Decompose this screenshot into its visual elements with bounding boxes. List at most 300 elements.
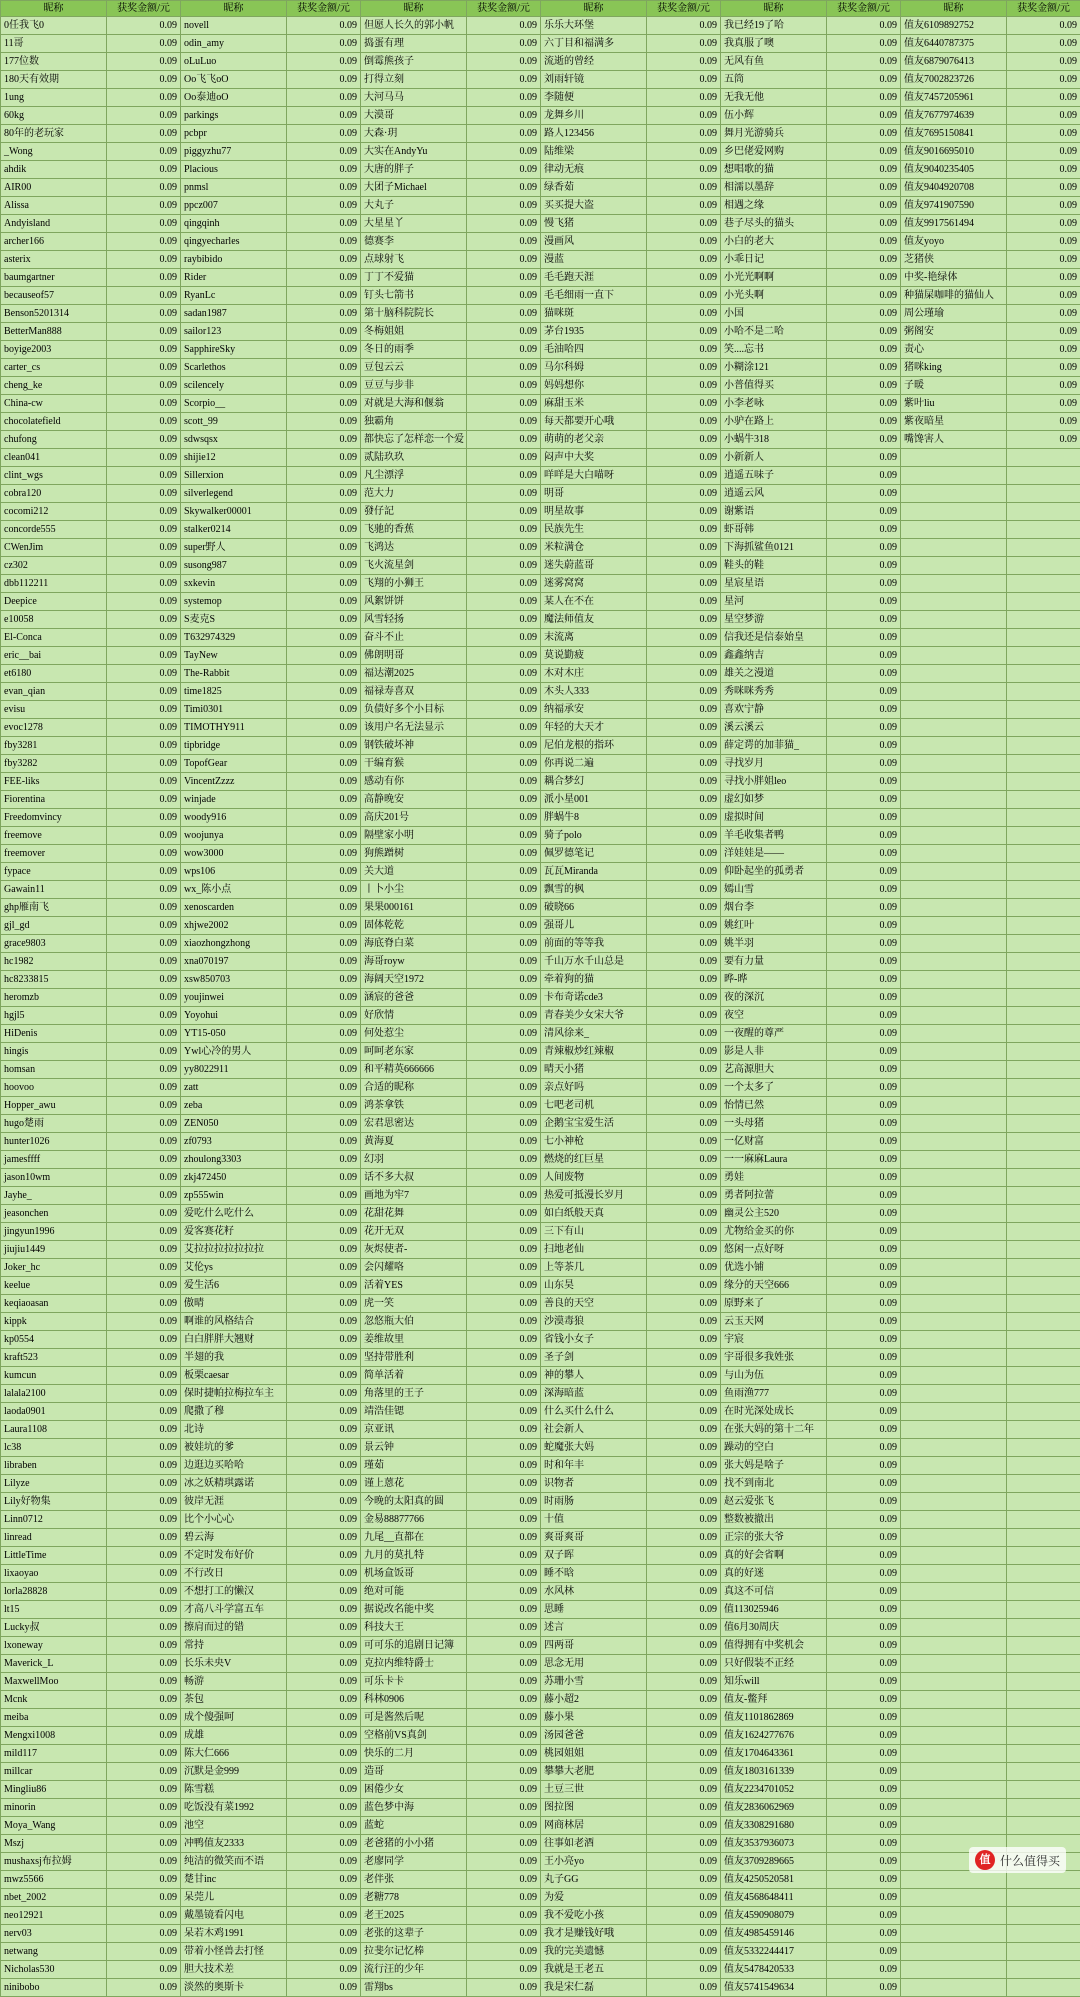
table-row — [1, 323, 1080, 341]
nickname-cell: ninibobo — [1, 1979, 107, 1997]
amount-cell: 0.09 — [827, 557, 901, 575]
amount-cell — [1007, 971, 1080, 989]
nickname-cell: jingyun1996 — [1, 1223, 107, 1241]
amount-cell: 0.09 — [647, 1043, 721, 1061]
nickname-cell: 流逝的曾经 — [541, 53, 647, 71]
nickname-cell: zatt — [181, 1079, 287, 1097]
amount-cell: 0.09 — [107, 845, 181, 863]
amount-cell: 0.09 — [467, 1691, 541, 1709]
nickname-cell: 值得拥有中奖机会 — [721, 1637, 827, 1655]
table-row — [1, 197, 1080, 215]
amount-cell: 0.09 — [287, 1493, 361, 1511]
amount-cell: 0.09 — [287, 1151, 361, 1169]
amount-cell: 0.09 — [467, 107, 541, 125]
amount-cell: 0.09 — [287, 737, 361, 755]
nickname-cell: 值友9404920708 — [901, 179, 1007, 197]
amount-cell — [1007, 1457, 1080, 1475]
nickname-cell: Mingliu86 — [1, 1781, 107, 1799]
nickname-cell: 爱生活6 — [181, 1277, 287, 1295]
amount-cell: 0.09 — [467, 665, 541, 683]
nickname-cell: nerv03 — [1, 1925, 107, 1943]
nickname-cell: 姚红叶 — [721, 917, 827, 935]
nickname-cell: 值友4590908079 — [721, 1907, 827, 1925]
column-header-name: 昵称 — [541, 1, 647, 17]
amount-cell: 0.09 — [287, 1223, 361, 1241]
nickname-cell: Sillerxion — [181, 467, 287, 485]
amount-cell: 0.09 — [467, 395, 541, 413]
amount-cell: 0.09 — [287, 485, 361, 503]
nickname-cell: 晴天小猪 — [541, 1061, 647, 1079]
nickname-cell: TayNew — [181, 647, 287, 665]
nickname-cell: 飘雪的枫 — [541, 881, 647, 899]
table-row — [1, 287, 1080, 305]
amount-cell: 0.09 — [107, 1349, 181, 1367]
nickname-cell: LittleTime — [1, 1547, 107, 1565]
nickname-cell: 会闪耀咯 — [361, 1259, 467, 1277]
amount-cell: 0.09 — [107, 1745, 181, 1763]
amount-cell: 0.09 — [107, 431, 181, 449]
amount-cell: 0.09 — [827, 611, 901, 629]
nickname-cell — [901, 1061, 1007, 1079]
nickname-cell: 妈妈想你 — [541, 377, 647, 395]
nickname-cell: shijie12 — [181, 449, 287, 467]
nickname-cell: 飞翔的小狮王 — [361, 575, 467, 593]
amount-cell: 0.09 — [107, 953, 181, 971]
amount-cell: 0.09 — [287, 593, 361, 611]
amount-cell: 0.09 — [287, 1133, 361, 1151]
amount-cell — [1007, 1583, 1080, 1601]
amount-cell: 0.09 — [827, 377, 901, 395]
nickname-cell: 豆豆与步非 — [361, 377, 467, 395]
amount-cell: 0.09 — [287, 1367, 361, 1385]
amount-cell: 0.09 — [467, 1331, 541, 1349]
nickname-cell: 机场盒饭哥 — [361, 1565, 467, 1583]
amount-cell — [1007, 1745, 1080, 1763]
amount-cell — [1007, 1493, 1080, 1511]
amount-cell: 0.09 — [107, 71, 181, 89]
amount-cell: 0.09 — [287, 1709, 361, 1727]
column-header-amount: 获奖金额/元 — [107, 1, 181, 17]
nickname-cell: 紫叶liu — [901, 395, 1007, 413]
amount-cell: 0.09 — [827, 485, 901, 503]
nickname-cell: qingqinh — [181, 215, 287, 233]
amount-cell: 0.09 — [647, 701, 721, 719]
table-row — [1, 1439, 1080, 1457]
nickname-cell: Rider — [181, 269, 287, 287]
amount-cell: 0.09 — [107, 863, 181, 881]
amount-cell: 0.09 — [827, 1601, 901, 1619]
amount-cell: 0.09 — [827, 1691, 901, 1709]
amount-cell — [1007, 647, 1080, 665]
amount-cell: 0.09 — [287, 971, 361, 989]
nickname-cell: 十值 — [541, 1511, 647, 1529]
amount-cell: 0.09 — [827, 1403, 901, 1421]
nickname-cell: 你再说二遍 — [541, 755, 647, 773]
nickname-cell: 薛定谔的加菲猫_ — [721, 737, 827, 755]
nickname-cell: time1825 — [181, 683, 287, 701]
table-row — [1, 1115, 1080, 1133]
nickname-cell: 责心 — [901, 341, 1007, 359]
amount-cell: 0.09 — [467, 359, 541, 377]
nickname-cell: 一个太多了 — [721, 1079, 827, 1097]
nickname-cell — [901, 1763, 1007, 1781]
nickname-cell — [901, 1529, 1007, 1547]
nickname-cell: 呵呵老东家 — [361, 1043, 467, 1061]
amount-cell: 0.09 — [467, 485, 541, 503]
nickname-cell: 明星故事 — [541, 503, 647, 521]
amount-cell: 0.09 — [287, 1439, 361, 1457]
nickname-cell: cobra120 — [1, 485, 107, 503]
amount-cell: 0.09 — [1007, 125, 1080, 143]
amount-cell: 0.09 — [467, 233, 541, 251]
table-row — [1, 395, 1080, 413]
nickname-cell: fby3281 — [1, 737, 107, 755]
nickname-cell: 慢飞猪 — [541, 215, 647, 233]
nickname-cell: Andyisland — [1, 215, 107, 233]
amount-cell: 0.09 — [107, 665, 181, 683]
amount-cell: 0.09 — [647, 1943, 721, 1961]
amount-cell: 0.09 — [647, 197, 721, 215]
table-row — [1, 917, 1080, 935]
nickname-cell: 正宗的张大爷 — [721, 1529, 827, 1547]
amount-cell: 0.09 — [647, 485, 721, 503]
amount-cell: 0.09 — [647, 953, 721, 971]
nickname-cell — [901, 503, 1007, 521]
nickname-cell: 啊谁的风格结合 — [181, 1313, 287, 1331]
amount-cell: 0.09 — [107, 1187, 181, 1205]
nickname-cell: Alissa — [1, 197, 107, 215]
nickname-cell: 社会新人 — [541, 1421, 647, 1439]
nickname-cell: scott_99 — [181, 413, 287, 431]
nickname-cell: 艾拉拉拉拉拉拉拉 — [181, 1241, 287, 1259]
amount-cell: 0.09 — [107, 215, 181, 233]
table-row — [1, 1583, 1080, 1601]
nickname-cell: grace9803 — [1, 935, 107, 953]
amount-cell: 0.09 — [287, 629, 361, 647]
nickname-cell: 流行汪的少年 — [361, 1961, 467, 1979]
nickname-cell: 卡布奇诺cde3 — [541, 989, 647, 1007]
nickname-cell — [901, 827, 1007, 845]
nickname-cell: jason10wm — [1, 1169, 107, 1187]
nickname-cell: mwz5566 — [1, 1871, 107, 1889]
nickname-cell: 鸿茶拿铁 — [361, 1097, 467, 1115]
nickname-cell: 值友6879076413 — [901, 53, 1007, 71]
nickname-cell: 星河 — [721, 593, 827, 611]
amount-cell: 0.09 — [827, 197, 901, 215]
amount-cell — [1007, 1115, 1080, 1133]
nickname-cell: 可乐卡卡 — [361, 1673, 467, 1691]
nickname-cell: 逍遥云风 — [721, 485, 827, 503]
table-row — [1, 1097, 1080, 1115]
nickname-cell — [901, 1421, 1007, 1439]
nickname-cell: 畅游 — [181, 1673, 287, 1691]
nickname-cell — [901, 1457, 1007, 1475]
amount-cell: 0.09 — [287, 1385, 361, 1403]
amount-cell: 0.09 — [827, 665, 901, 683]
amount-cell: 0.09 — [287, 683, 361, 701]
amount-cell: 0.09 — [107, 1763, 181, 1781]
amount-cell: 0.09 — [647, 1277, 721, 1295]
nickname-cell: 艺高源胆大 — [721, 1061, 827, 1079]
amount-cell: 0.09 — [107, 1907, 181, 1925]
amount-cell: 0.09 — [287, 1727, 361, 1745]
amount-cell: 0.09 — [647, 341, 721, 359]
nickname-cell: 牵着狗的猫 — [541, 971, 647, 989]
amount-cell: 0.09 — [107, 323, 181, 341]
amount-cell — [1007, 1133, 1080, 1151]
amount-cell: 0.09 — [107, 1925, 181, 1943]
table-row — [1, 1133, 1080, 1151]
amount-cell: 0.09 — [827, 1511, 901, 1529]
nickname-cell: 烟台李 — [721, 899, 827, 917]
nickname-cell — [901, 665, 1007, 683]
amount-cell: 0.09 — [1007, 305, 1080, 323]
amount-cell: 0.09 — [287, 1889, 361, 1907]
nickname-cell: 千山万水千山总是 — [541, 953, 647, 971]
amount-cell: 0.09 — [287, 989, 361, 1007]
nickname-cell — [901, 1709, 1007, 1727]
nickname-cell: 时雨肠 — [541, 1493, 647, 1511]
nickname-cell: Lucky叔 — [1, 1619, 107, 1637]
nickname-cell: stalker0214 — [181, 521, 287, 539]
amount-cell: 0.09 — [827, 935, 901, 953]
nickname-cell: 值6月30周庆 — [721, 1619, 827, 1637]
amount-cell: 0.09 — [107, 1817, 181, 1835]
nickname-cell — [901, 1637, 1007, 1655]
nickname-cell: 相遇之缘 — [721, 197, 827, 215]
amount-cell: 0.09 — [287, 935, 361, 953]
nickname-cell: 相濡以墨辞 — [721, 179, 827, 197]
nickname-cell: 虚拟时间 — [721, 809, 827, 827]
nickname-cell: 干编育猴 — [361, 755, 467, 773]
nickname-cell: 深海暗蓝 — [541, 1385, 647, 1403]
amount-cell: 0.09 — [647, 35, 721, 53]
amount-cell: 0.09 — [107, 1601, 181, 1619]
amount-cell: 0.09 — [827, 1835, 901, 1853]
table-row — [1, 1961, 1080, 1979]
amount-cell: 0.09 — [1007, 359, 1080, 377]
amount-cell: 0.09 — [827, 791, 901, 809]
table-row — [1, 1187, 1080, 1205]
nickname-cell: evoc1278 — [1, 719, 107, 737]
amount-cell: 0.09 — [107, 1727, 181, 1745]
amount-cell: 0.09 — [647, 71, 721, 89]
amount-cell — [1007, 881, 1080, 899]
nickname-cell: 可可乐的追剧日记簿 — [361, 1637, 467, 1655]
nickname-cell: 丸子GG — [541, 1871, 647, 1889]
amount-cell: 0.09 — [107, 737, 181, 755]
amount-cell: 0.09 — [467, 1853, 541, 1871]
nickname-cell: 仰卧起坐的孤勇者 — [721, 863, 827, 881]
nickname-cell: 感动有你 — [361, 773, 467, 791]
amount-cell: 0.09 — [467, 719, 541, 737]
nickname-cell: baumgartner — [1, 269, 107, 287]
nickname-cell: youjinwei — [181, 989, 287, 1007]
amount-cell: 0.09 — [647, 431, 721, 449]
amount-cell: 0.09 — [467, 1313, 541, 1331]
amount-cell: 0.09 — [647, 863, 721, 881]
amount-cell: 0.09 — [647, 593, 721, 611]
nickname-cell: 真的好迷 — [721, 1565, 827, 1583]
amount-cell: 0.09 — [647, 881, 721, 899]
nickname-cell: 丁丁不爱猫 — [361, 269, 467, 287]
nickname-cell: 呆若木鸡1991 — [181, 1925, 287, 1943]
nickname-cell: 人间废物 — [541, 1169, 647, 1187]
table-row — [1, 719, 1080, 737]
nickname-cell: 11哥 — [1, 35, 107, 53]
table-row — [1, 1673, 1080, 1691]
amount-cell: 0.09 — [827, 161, 901, 179]
amount-cell — [1007, 593, 1080, 611]
nickname-cell: 值友2836062969 — [721, 1799, 827, 1817]
table-row — [1, 1637, 1080, 1655]
amount-cell: 0.09 — [467, 1943, 541, 1961]
nickname-cell: 乡巴佬爱网购 — [721, 143, 827, 161]
amount-cell: 0.09 — [827, 1565, 901, 1583]
nickname-cell: 爽哥爽哥 — [541, 1529, 647, 1547]
amount-cell: 0.09 — [827, 179, 901, 197]
nickname-cell — [901, 1133, 1007, 1151]
nickname-cell: woody916 — [181, 809, 287, 827]
amount-cell: 0.09 — [287, 1259, 361, 1277]
nickname-cell: 省钱小女子 — [541, 1331, 647, 1349]
amount-cell: 0.09 — [827, 593, 901, 611]
amount-cell: 0.09 — [647, 557, 721, 575]
amount-cell: 0.09 — [467, 1205, 541, 1223]
nickname-cell: silverlegend — [181, 485, 287, 503]
amount-cell: 0.09 — [287, 107, 361, 125]
nickname-cell: systemop — [181, 593, 287, 611]
nickname-cell: 舞月光游骑兵 — [721, 125, 827, 143]
nickname-cell — [901, 773, 1007, 791]
amount-cell: 0.09 — [107, 1025, 181, 1043]
amount-cell: 0.09 — [467, 1223, 541, 1241]
table-row — [1, 1295, 1080, 1313]
nickname-cell: 中奖-艳绿体 — [901, 269, 1007, 287]
amount-cell: 0.09 — [107, 1169, 181, 1187]
nickname-cell: 豆包云云 — [361, 359, 467, 377]
amount-cell: 0.09 — [287, 1421, 361, 1439]
nickname-cell: YT15-050 — [181, 1025, 287, 1043]
amount-cell — [1007, 1205, 1080, 1223]
nickname-cell: 爱吃什么吃什么 — [181, 1205, 287, 1223]
nickname-cell: Jayhe_ — [1, 1187, 107, 1205]
amount-cell: 0.09 — [287, 1043, 361, 1061]
amount-cell: 0.09 — [287, 1655, 361, 1673]
amount-cell: 0.09 — [827, 989, 901, 1007]
column-header-amount: 获奖金额/元 — [647, 1, 721, 17]
amount-cell: 0.09 — [287, 521, 361, 539]
nickname-cell: xhjwe2002 — [181, 917, 287, 935]
nickname-cell: 耦合梦幻 — [541, 773, 647, 791]
amount-cell — [1007, 1763, 1080, 1781]
amount-cell: 0.09 — [647, 899, 721, 917]
amount-cell: 0.09 — [287, 1313, 361, 1331]
amount-cell: 0.09 — [107, 701, 181, 719]
amount-cell: 0.09 — [827, 1979, 901, 1997]
nickname-cell: gjl_gd — [1, 917, 107, 935]
nickname-cell: 值友7002823726 — [901, 71, 1007, 89]
nickname-cell: 景云钟 — [361, 1439, 467, 1457]
amount-cell: 0.09 — [827, 1907, 901, 1925]
nickname-cell: 比个小心心 — [181, 1511, 287, 1529]
nickname-cell: Ywl心冷的男人 — [181, 1043, 287, 1061]
table-row — [1, 1655, 1080, 1673]
nickname-cell: 才高八斗学富五车 — [181, 1601, 287, 1619]
amount-cell: 0.09 — [287, 323, 361, 341]
nickname-cell: 不定时发布好价 — [181, 1547, 287, 1565]
amount-cell: 0.09 — [107, 1583, 181, 1601]
nickname-cell: 宇哥很多我姓张 — [721, 1349, 827, 1367]
nickname-cell: archer166 — [1, 233, 107, 251]
nickname-cell — [901, 1295, 1007, 1313]
amount-cell: 0.09 — [107, 89, 181, 107]
table-row — [1, 1907, 1080, 1925]
nickname-cell: 六丁目和福满多 — [541, 35, 647, 53]
amount-cell — [1007, 1817, 1080, 1835]
nickname-cell: 可是酱然后呢 — [361, 1709, 467, 1727]
nickname-cell: 德赛李 — [361, 233, 467, 251]
amount-cell — [1007, 575, 1080, 593]
nickname-cell — [901, 1385, 1007, 1403]
nickname-cell: 整数被撤出 — [721, 1511, 827, 1529]
nickname-cell: tipbridge — [181, 737, 287, 755]
amount-cell: 0.09 — [647, 1457, 721, 1475]
amount-cell — [1007, 629, 1080, 647]
amount-cell: 0.09 — [287, 161, 361, 179]
amount-cell: 0.09 — [827, 845, 901, 863]
amount-cell — [1007, 1061, 1080, 1079]
amount-cell: 0.09 — [467, 1511, 541, 1529]
nickname-cell: 周公瑾瑜 — [901, 305, 1007, 323]
nickname-cell: xiaozhongzhong — [181, 935, 287, 953]
amount-cell: 0.09 — [467, 1385, 541, 1403]
nickname-cell: 值友7695150841 — [901, 125, 1007, 143]
nickname-cell: 冬日的雨季 — [361, 341, 467, 359]
nickname-cell: 带着小怪兽去打怪 — [181, 1943, 287, 1961]
table-row — [1, 17, 1080, 35]
nickname-cell: odin_amy — [181, 35, 287, 53]
amount-cell: 0.09 — [467, 341, 541, 359]
nickname-cell: 善良的天空 — [541, 1295, 647, 1313]
amount-cell — [1007, 809, 1080, 827]
nickname-cell: 攀攀大老肥 — [541, 1763, 647, 1781]
nickname-cell — [901, 485, 1007, 503]
nickname-cell: 贰陆玖玖 — [361, 449, 467, 467]
nickname-cell: wps106 — [181, 863, 287, 881]
amount-cell: 0.09 — [467, 1619, 541, 1637]
nickname-cell: 某人在不在 — [541, 593, 647, 611]
nickname-cell: dbb112211 — [1, 575, 107, 593]
nickname-cell: 擦肩而过的错 — [181, 1619, 287, 1637]
amount-cell: 0.09 — [647, 1493, 721, 1511]
nickname-cell: 姜维故里 — [361, 1331, 467, 1349]
amount-cell: 0.09 — [827, 1889, 901, 1907]
nickname-cell: 小国 — [721, 305, 827, 323]
amount-cell: 0.09 — [1007, 395, 1080, 413]
nickname-cell: 合适的昵称 — [361, 1079, 467, 1097]
nickname-cell: FEE-liks — [1, 773, 107, 791]
nickname-cell: hgjl5 — [1, 1007, 107, 1025]
amount-cell — [1007, 1961, 1080, 1979]
amount-cell: 0.09 — [287, 1061, 361, 1079]
nickname-cell: 蛇魔张大妈 — [541, 1439, 647, 1457]
amount-cell: 0.09 — [647, 1133, 721, 1151]
amount-cell: 0.09 — [467, 1961, 541, 1979]
nickname-cell: SapphireSky — [181, 341, 287, 359]
nickname-cell — [901, 575, 1007, 593]
amount-cell: 0.09 — [647, 233, 721, 251]
